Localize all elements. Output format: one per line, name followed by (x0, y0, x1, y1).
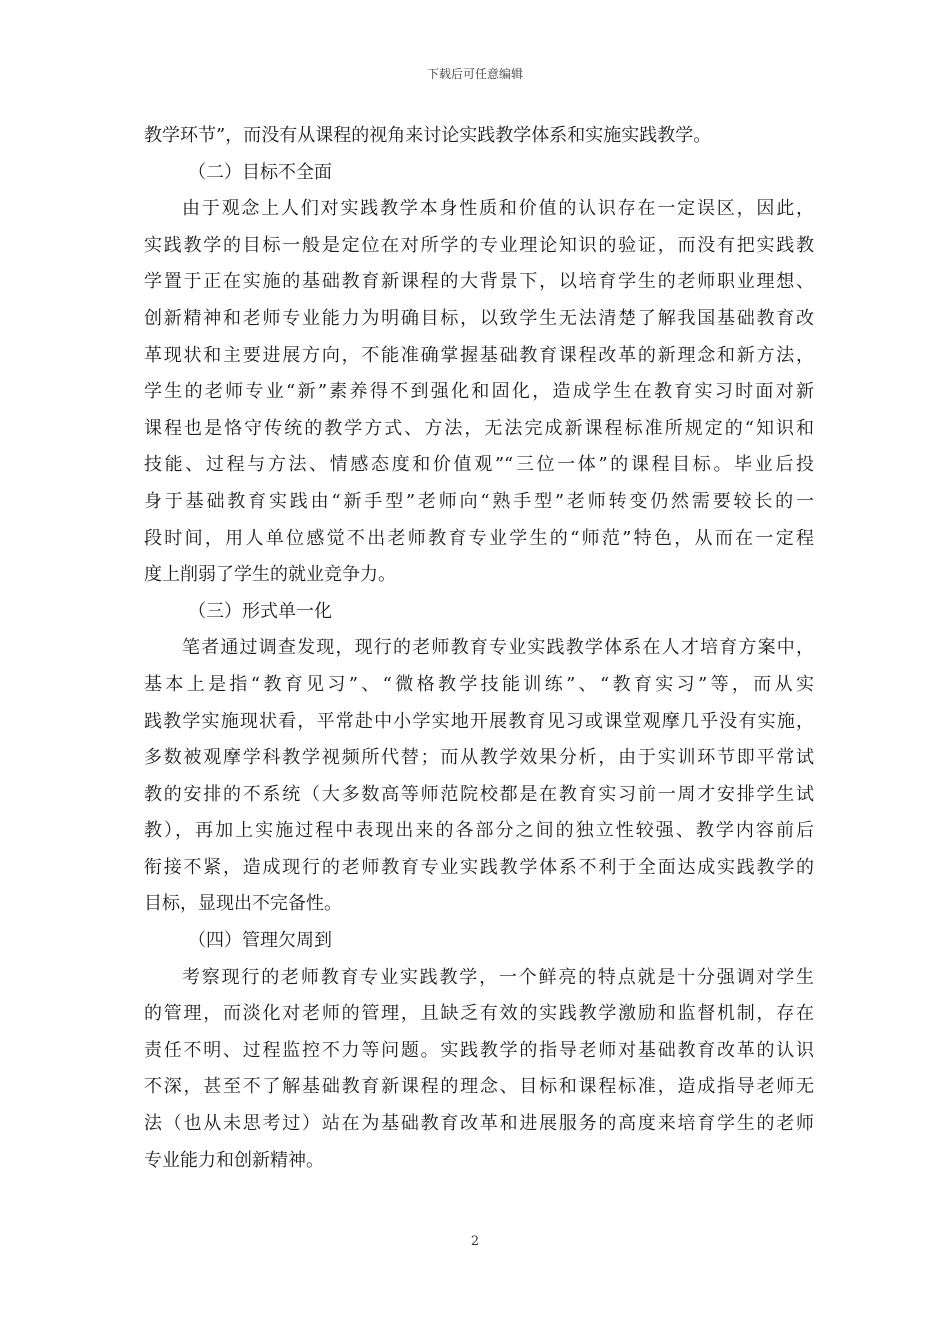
text-line: 创新精神和老师专业能力为明确目标，以致学生无法清楚了解我国基础教育改 (144, 307, 814, 329)
text-line: 笔者通过调查发现，现行的老师教育专业实践教学体系在人才培育方案中， (182, 637, 814, 659)
section-heading: （三）形式单一化 (188, 600, 332, 622)
page-number: 2 (470, 1234, 480, 1249)
text-line: 基本上是指“教育见习”、“微格教学技能训练”、“教育实习”等，而从实 (144, 673, 814, 695)
text-line: 教学环节”，而没有从课程的视角来讨论实践教学体系和实施实践教学。 (144, 125, 712, 146)
text-line: 责任不明、过程监控不力等问题。实践教学的指导老师对基础教育改革的认识 (144, 1039, 814, 1061)
text-line: 法（也从未思考过）站在为基础教育改革和进展服务的高度来培育学生的老师 (144, 1113, 814, 1135)
text-line: 课程也是恪守传统的教学方式、方法，无法完成新课程标准所规定的“知识和 (144, 417, 814, 439)
text-line: 技能、过程与方法、情感态度和价值观”“三位一体”的课程目标。毕业后投 (144, 454, 814, 476)
text-line: 多数被观摩学科教学视频所代替；而从教学效果分析，由于实训环节即平常试 (144, 747, 814, 769)
text-line: 的管理，而淡化对老师的管理，且缺乏有效的实践教学激励和监督机制，存在 (144, 1003, 814, 1025)
text-line: 学置于正在实施的基础教育新课程的大背景下，以培育学生的老师职业理想、 (144, 271, 814, 293)
text-line: 衔接不紧，造成现行的老师教育专业实践教学体系不利于全面达成实践教学的 (144, 856, 814, 878)
text-line: 教的安排的不系统（大多数高等师范院校都是在教育实习前一周才安排学生试 (144, 783, 814, 805)
text-line: 教），再加上实施过程中表现出来的各部分之间的独立性较强、教学内容前后 (144, 820, 814, 842)
section-heading: （二）目标不全面 (188, 161, 332, 183)
text-line: 践教学实施现状看，平常赴中小学实地开展教育见习或课堂观摩几乎没有实施， (144, 710, 814, 732)
text-line: 段时间，用人单位感觉不出老师教育专业学生的“师范”特色，从而在一定程 (144, 527, 814, 549)
text-line: 学生的老师专业“新”素养得不到强化和固化，造成学生在教育实习时面对新 (144, 381, 814, 403)
text-line: 革现状和主要进展方向，不能准确掌握基础教育课程改革的新理念和新方法， (144, 344, 814, 366)
document-body (144, 118, 814, 1179)
text-line: 由于观念上人们对实践教学本身性质和价值的认识存在一定误区，因此， (182, 198, 814, 220)
text-line: 目标，显现出不完备性。 (144, 893, 342, 915)
text-line: 实践教学的目标一般是定位在对所学的专业理论知识的验证，而没有把实践教 (144, 234, 814, 256)
section-heading: （四）管理欠周到 (188, 930, 332, 952)
text-line: 专业能力和创新精神。 (144, 1149, 324, 1171)
text-line: 身于基础教育实践由“新手型”老师向“熟手型”老师转变仍然需要较长的一 (144, 490, 814, 512)
text-line: 度上削弱了学生的就业竞争力。 (144, 564, 396, 586)
text-line: 考察现行的老师教育专业实践教学，一个鲜亮的特点就是十分强调对学生 (182, 966, 814, 988)
page-header: 下载后可任意编辑 (426, 67, 523, 81)
text-line: 不深，甚至不了解基础教育新课程的理念、目标和课程标准，造成指导老师无 (144, 1076, 814, 1098)
